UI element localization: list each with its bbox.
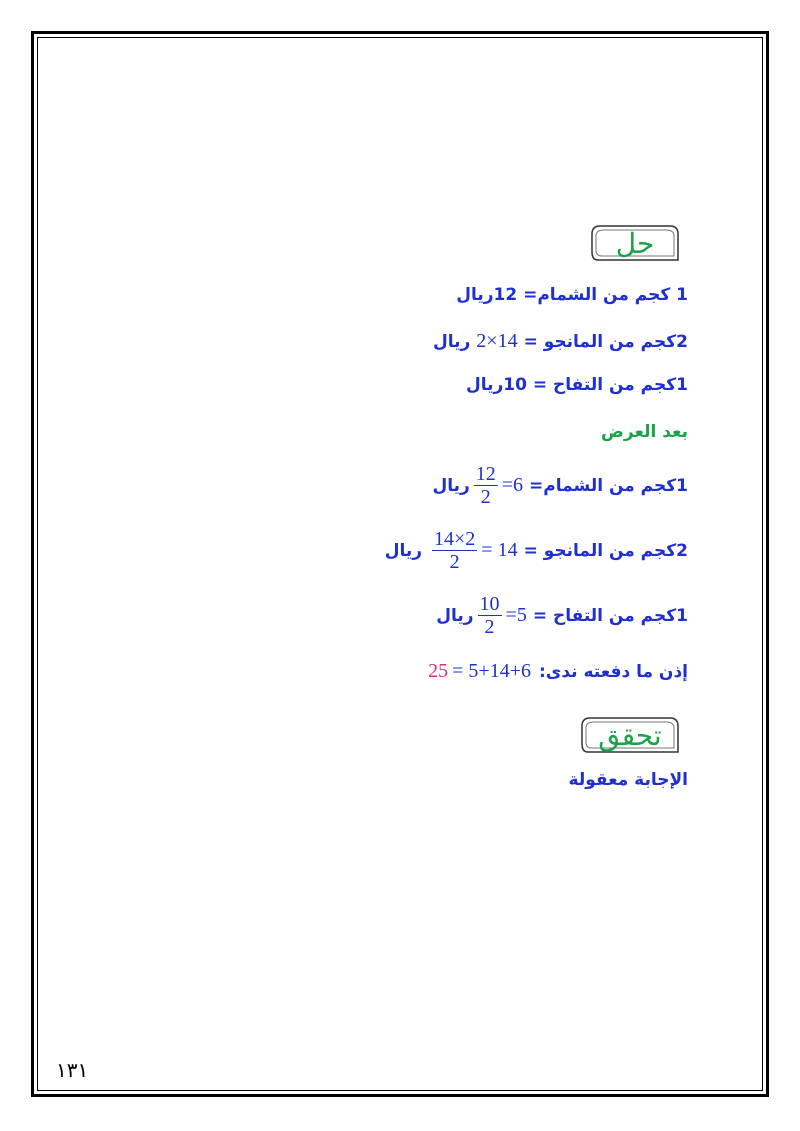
- fraction-mango: [432, 528, 477, 573]
- fraction-melon-unit: ريال: [432, 475, 470, 496]
- fraction-melon-text: 1كجم من الشمام=: [529, 475, 688, 496]
- after-display-text: بعد العرض: [601, 422, 688, 442]
- total-answer: 25: [428, 660, 449, 682]
- fraction-melon-num: 12: [475, 463, 496, 485]
- fraction-apple-num: 10: [479, 593, 500, 615]
- check-label-text: تحقق: [598, 718, 662, 752]
- line-mango-price: [433, 330, 688, 353]
- line-mango-expr: 2×14: [476, 330, 518, 352]
- fraction-apple: [478, 593, 502, 638]
- fraction-melon-result: =6: [501, 474, 524, 496]
- fraction-apple-unit: ريال: [436, 605, 474, 626]
- solution-label-text: حل: [615, 226, 655, 260]
- line-melon-price-text: 1 كجم من الشمام= 12ريال: [456, 285, 688, 305]
- fraction-line-mango: [385, 528, 688, 573]
- fraction-melon-den: 2: [480, 486, 491, 508]
- after-display-heading: [601, 422, 688, 442]
- fraction-mango-result: = 14: [481, 539, 518, 561]
- fraction-apple-den: 2: [484, 616, 495, 638]
- answer-reasonable-text: الإجابة معقولة: [568, 770, 688, 790]
- line-apple-price: [466, 375, 688, 395]
- page-number: ١٣١: [56, 1058, 89, 1082]
- answer-reasonable: [569, 770, 688, 790]
- fraction-melon: [474, 463, 498, 508]
- fraction-mango-unit: ريال: [384, 540, 423, 561]
- line-melon-price: [456, 285, 688, 305]
- fraction-line-apple: [436, 593, 688, 638]
- check-label: [580, 714, 680, 756]
- line-apple-price-text: 1كجم من التفاح = 10ريال: [465, 375, 688, 395]
- fraction-line-melon: [432, 463, 688, 508]
- fraction-mango-num: 14×2: [434, 528, 476, 550]
- total-paid-text: إذن ما دفعته ندى:: [538, 661, 688, 682]
- total-sum: 5+14+6 =: [452, 660, 531, 682]
- line-mango-unit: ريال: [432, 331, 471, 352]
- line-mango-price-text: 2كجم من المانجو =: [523, 331, 688, 352]
- fraction-mango-text: 2كجم من المانجو =: [523, 540, 688, 561]
- fraction-mango-den: 2: [449, 551, 460, 573]
- fraction-apple-result: =5: [505, 604, 527, 626]
- total-paid-line: [428, 660, 688, 683]
- fraction-apple-text: 1كجم من التفاح =: [532, 605, 688, 626]
- solution-label: [590, 222, 680, 264]
